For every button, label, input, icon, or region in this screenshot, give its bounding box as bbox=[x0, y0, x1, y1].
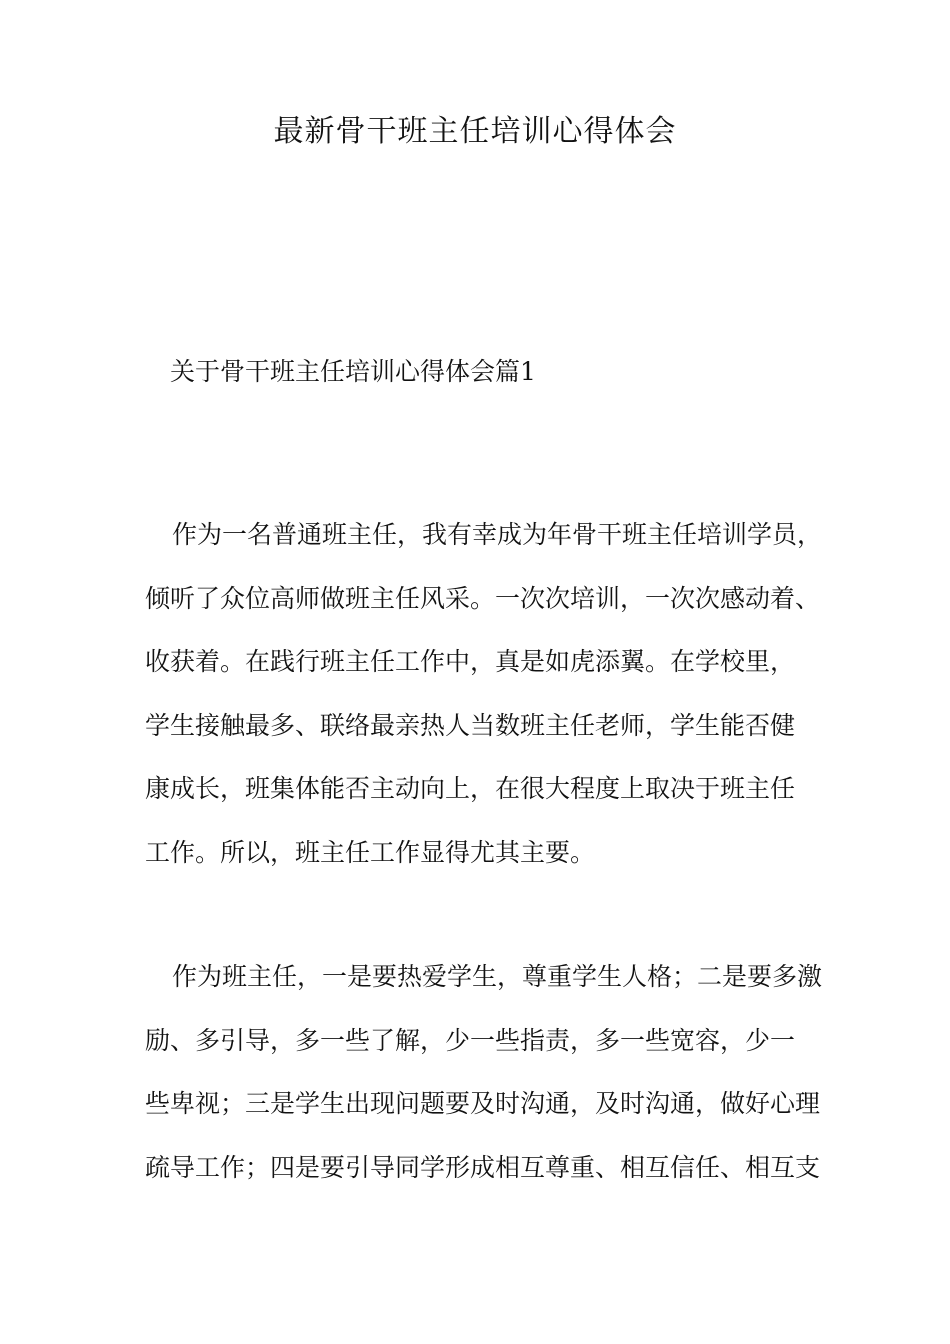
paragraph-line: 作为一名普通班主任，我有幸成为年骨干班主任培训学员， bbox=[172, 520, 823, 549]
section-heading: 关于骨干班主任培训心得体会篇1 bbox=[170, 357, 536, 386]
paragraph-line: 作为班主任，一是要热爱学生，尊重学生人格；二是要多激 bbox=[172, 962, 823, 991]
paragraph-line: 励、多引导，多一些了解，少一些指责，多一些宽容，少一 bbox=[145, 1025, 796, 1055]
paragraph-line: 康成长，班集体能否主动向上，在很大程度上取决于班主任 bbox=[145, 774, 796, 803]
paragraph-line: 些卑视；三是学生出现问题要及时沟通，及时沟通，做好心理 bbox=[145, 1089, 821, 1118]
document-title: 最新骨干班主任培训心得体会 bbox=[273, 114, 677, 149]
paragraph-line: 工作。所以，班主任工作显得尤其主要。 bbox=[145, 837, 596, 867]
paragraph-line: 收获着。在践行班主任工作中，真是如虎添翼。在学校里， bbox=[145, 647, 796, 676]
paragraph-1 bbox=[145, 503, 835, 884]
paragraph-2 bbox=[145, 945, 835, 1199]
paragraph-line: 学生接触最多、联络最亲热人当数班主任老师，学生能否健 bbox=[145, 710, 796, 740]
paragraph-line: 倾听了众位高师做班主任风采。一次次培训，一次次感动着、 bbox=[145, 583, 821, 613]
paragraph-line: 疏导工作；四是要引导同学形成相互尊重、相互信任、相互支 bbox=[145, 1152, 821, 1182]
